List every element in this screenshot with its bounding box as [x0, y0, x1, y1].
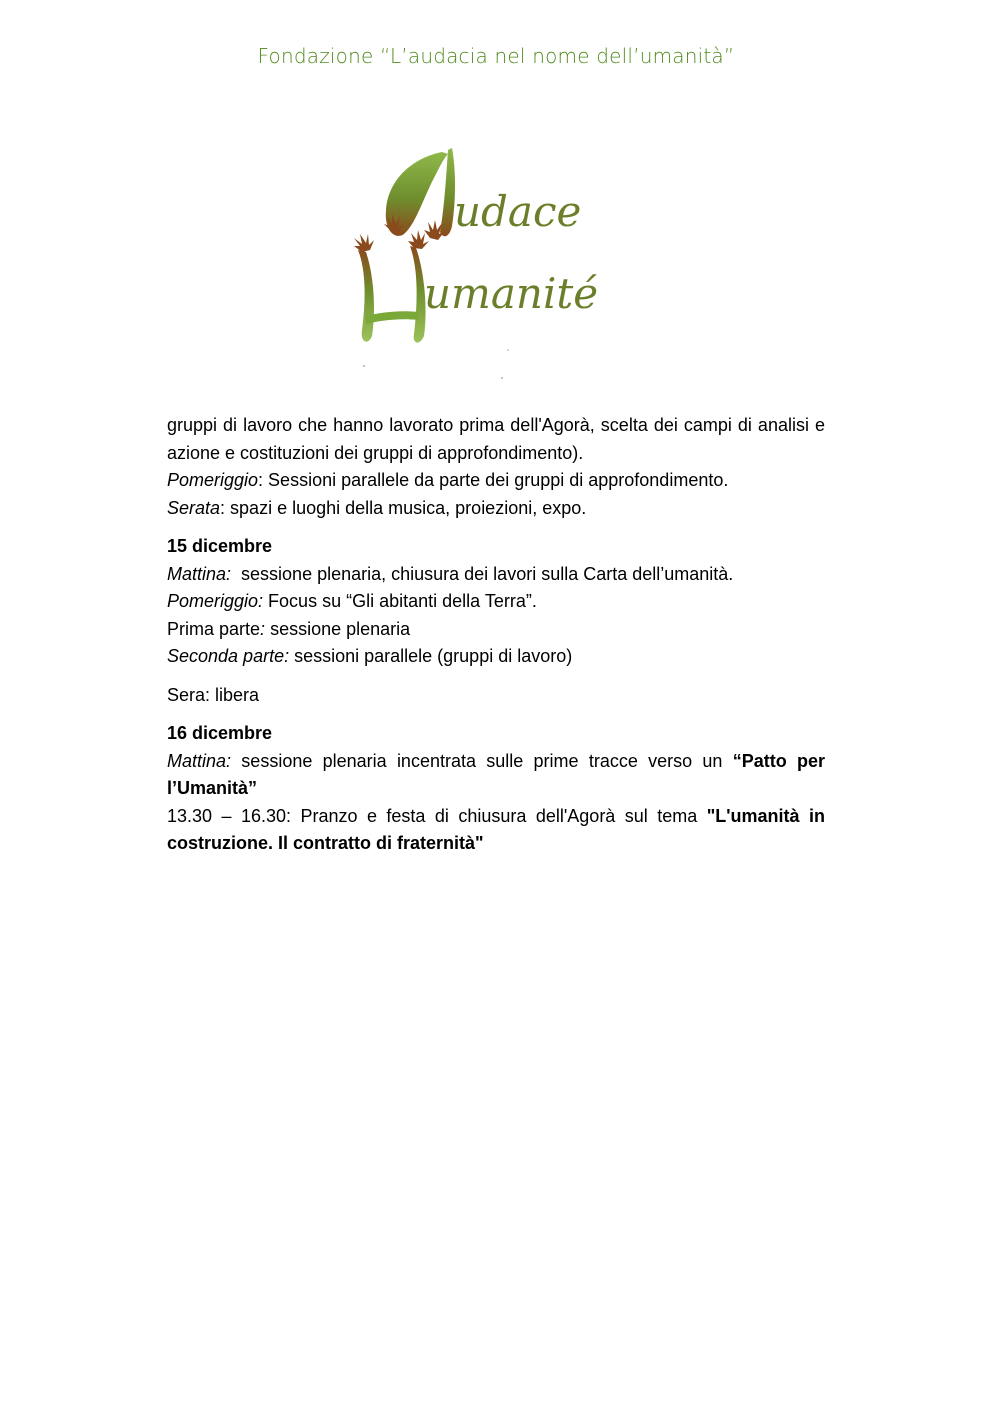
- day15-prima-text: sessione plenaria: [265, 618, 411, 639]
- day15-prima-line: [167, 616, 825, 644]
- logo-line2: umanité: [424, 269, 599, 318]
- day16-time-text: 13.30 – 16.30: Pranzo e festa di chiusura dell'Agorà sul tema: [167, 805, 707, 826]
- logo-letter-h-left: [358, 250, 374, 342]
- day16-mattina-line: [167, 748, 825, 803]
- day15-pomeriggio-label: Pomeriggio:: [167, 591, 264, 611]
- day15-sera-line: Sera: libera: [167, 684, 260, 705]
- audace-humanite-logo: [352, 140, 612, 390]
- logo-hand-h-left: [354, 234, 374, 252]
- day16-heading: 16 dicembre: [167, 723, 273, 743]
- pomeriggio-label: Pomeriggio: [167, 470, 259, 490]
- day16-mattina-label: Mattina:: [167, 750, 232, 771]
- logo-line1: udace: [454, 187, 582, 236]
- intro-pomeriggio-line: [167, 467, 825, 495]
- day16-time-line: [167, 803, 825, 858]
- day15-seconda-line: [167, 643, 825, 671]
- day15-pomeriggio-text: Focus su “Gli abitanti della Terra”.: [263, 591, 537, 611]
- day15-seconda-text: sessioni parallele (gruppi di lavoro): [289, 646, 573, 666]
- day15-prima-label: Prima parte: [167, 618, 261, 639]
- pomeriggio-text: : Sessioni parallele da parte dei gruppi di approfondimento.: [258, 470, 729, 490]
- document-body: [167, 412, 825, 858]
- page-header: Fondazione “L’audacia nel nome dell’umanità”: [257, 44, 735, 68]
- day15-heading: 15 dicembre: [167, 536, 273, 556]
- day15-seconda-label: Seconda parte:: [167, 646, 290, 666]
- logo-hand-h-right: [408, 230, 429, 249]
- day15-mattina-text: sessione plenaria, chiusura dei lavori sulla Carta dell’umanità.: [231, 563, 734, 584]
- day15-mattina-line: [167, 561, 825, 589]
- serata-text: : spazi e luoghi della musica, proiezioni, expo.: [220, 497, 587, 518]
- day16-mattina-text: sessione plenaria incentrata sulle prime tracce verso un: [231, 750, 733, 771]
- day15-pomeriggio-line: [167, 588, 825, 616]
- day16-mattina-bold: “Patto per l’Umanità”: [167, 750, 826, 798]
- day15-prima-colon: :: [260, 618, 266, 639]
- day16-time-bold: "L'umanità in costruzione. Il contratto di fraternità": [167, 805, 825, 853]
- intro-serata-line: [167, 495, 825, 523]
- serata-label: Serata: [167, 497, 221, 518]
- intro-paragraph: gruppi di lavoro che hanno lavorato prima dell'Agorà, scelta dei campi di analisi e azione e costituzioni dei gruppi di approfondimento).: [167, 415, 825, 463]
- day15-mattina-label: Mattina:: [167, 563, 232, 584]
